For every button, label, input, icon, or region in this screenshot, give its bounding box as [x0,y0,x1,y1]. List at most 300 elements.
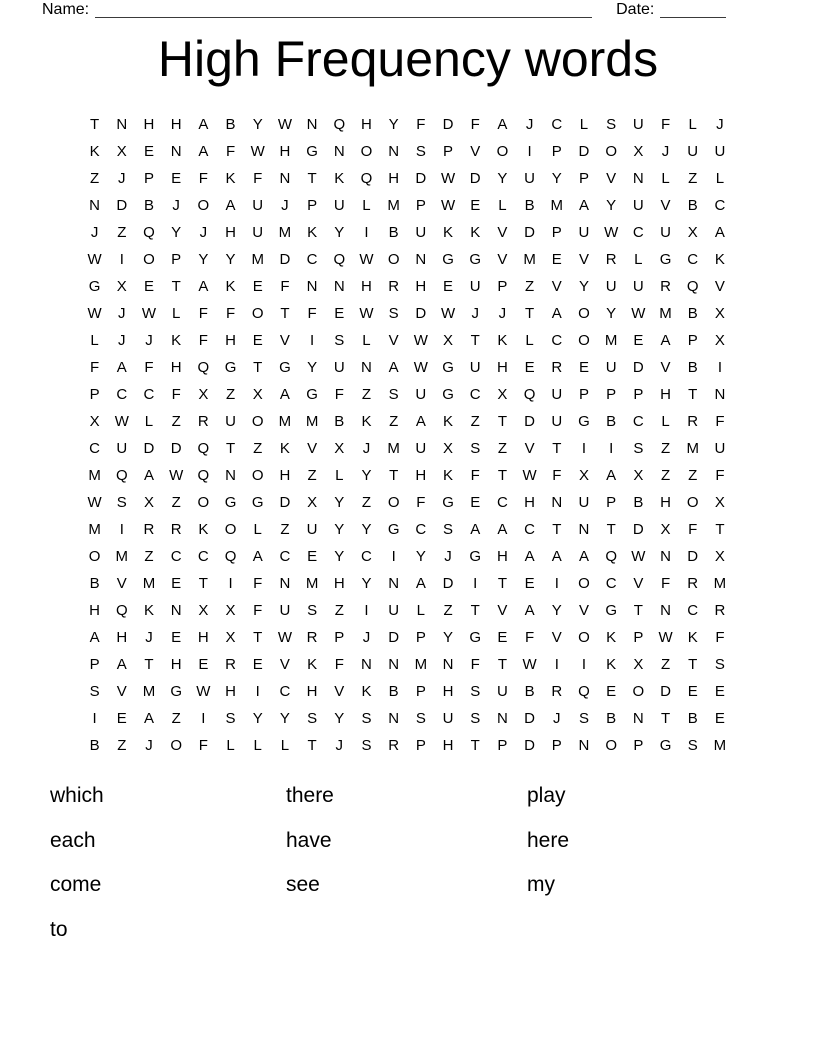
grid-cell-r19-c16: V [497,602,508,619]
grid-cell-r19-c5: X [198,602,209,619]
word-list-item-play: play [527,784,566,807]
grid-cell-r19-c3: K [143,602,154,619]
grid-cell-r8-c10: E [334,305,345,322]
grid-cell-r19-c9: S [307,602,318,619]
grid-cell-r2-c4: N [170,143,182,160]
grid-cell-r13-c9: V [307,440,318,457]
grid-cell-r3-c13: D [415,170,427,187]
grid-cell-r24-c11: S [361,737,372,754]
grid-cell-r1-c1: T [90,116,100,133]
grid-cell-r18-c4: E [171,575,182,592]
grid-cell-r4-c2: D [116,197,128,214]
grid-cell-r6-c17: M [523,251,536,268]
grid-cell-r3-c8: N [279,170,291,187]
grid-cell-r10-c11: N [361,359,372,376]
grid-cell-r10-c22: V [660,359,671,376]
grid-cell-r10-c10: U [333,359,345,376]
grid-cell-r5-c9: K [307,224,318,241]
grid-cell-r21-c16: T [497,656,507,673]
grid-cell-r2-c8: H [279,143,291,160]
grid-cell-r13-c16: Z [497,440,507,457]
grid-cell-r17-c10: Y [334,548,345,565]
grid-cell-r11-c7: X [252,386,263,403]
grid-cell-r24-c15: T [470,737,480,754]
grid-cell-r6-c22: G [659,251,672,268]
grid-cell-r1-c24: J [716,116,724,133]
grid-cell-r23-c16: N [496,710,508,727]
grid-cell-r15-c11: Z [361,494,372,511]
grid-cell-r13-c12: M [387,440,400,457]
grid-cell-r3-c2: J [118,170,126,187]
grid-cell-r17-c6: Q [224,548,237,565]
grid-cell-r4-c22: V [660,197,671,214]
grid-cell-r7-c13: H [415,278,427,295]
grid-cell-r15-c12: O [387,494,400,511]
grid-cell-r9-c1: L [90,332,99,349]
grid-cell-r7-c18: V [551,278,562,295]
grid-cell-r10-c9: Y [307,359,318,376]
grid-cell-r24-c23: S [687,737,698,754]
grid-cell-r11-c9: G [306,386,318,403]
grid-cell-r8-c13: D [415,305,427,322]
grid-cell-r10-c19: E [578,359,589,376]
grid-cell-r22-c20: E [606,683,617,700]
grid-cell-r20-c13: P [415,629,426,646]
grid-cell-r24-c4: O [170,737,182,754]
grid-cell-r18-c19: O [578,575,590,592]
grid-cell-r3-c22: L [661,170,670,187]
grid-cell-r16-c11: Y [361,521,372,538]
grid-cell-r1-c21: U [632,116,644,133]
grid-cell-r9-c6: H [225,332,236,349]
grid-cell-r18-c12: N [388,575,400,592]
grid-cell-r7-c23: Q [686,278,699,295]
grid-cell-r9-c17: L [525,332,534,349]
grid-cell-r5-c19: U [578,224,590,241]
grid-cell-r20-c8: W [277,629,292,646]
grid-cell-r19-c14: Z [443,602,453,619]
grid-cell-r17-c1: O [88,548,101,565]
grid-cell-r13-c14: X [443,440,454,457]
grid-cell-r21-c1: P [89,656,100,673]
grid-cell-r2-c11: O [360,143,373,160]
grid-cell-r17-c12: I [391,548,396,565]
grid-cell-r9-c14: X [443,332,454,349]
grid-cell-r16-c18: T [552,521,562,538]
grid-cell-r2-c21: X [633,143,644,160]
grid-cell-r21-c8: V [279,656,290,673]
grid-cell-r16-c20: T [606,521,616,538]
grid-cell-r15-c4: Z [171,494,181,511]
grid-cell-r21-c22: Z [660,656,671,673]
grid-cell-r12-c21: C [632,413,644,430]
grid-cell-r15-c9: X [307,494,318,511]
grid-cell-r14-c14: K [443,467,454,484]
grid-cell-r8-c21: W [631,305,646,322]
grid-cell-r24-c9: T [307,737,317,754]
grid-cell-r11-c19: P [578,386,589,403]
grid-cell-r12-c10: B [334,413,345,430]
grid-cell-r18-c8: N [279,575,291,592]
grid-cell-r1-c6: B [225,116,236,133]
grid-cell-r19-c18: Y [551,602,562,619]
grid-cell-r15-c14: G [442,494,454,511]
grid-cell-r2-c10: N [333,143,345,160]
grid-cell-r1-c10: Q [333,116,346,133]
grid-cell-r20-c20: K [606,629,617,646]
grid-cell-r3-c4: E [171,170,182,187]
grid-cell-r12-c15: Z [470,413,480,430]
grid-cell-r4-c20: Y [606,197,617,214]
grid-cell-r2-c13: S [415,143,426,160]
grid-cell-r2-c23: U [687,143,699,160]
grid-cell-r11-c5: X [198,386,209,403]
grid-cell-r13-c6: T [225,440,236,457]
grid-cell-r21-c23: T [688,656,698,673]
grid-cell-r1-c11: H [361,116,372,133]
grid-cell-r13-c1: C [89,440,101,457]
grid-cell-r15-c7: G [251,494,264,511]
grid-cell-r23-c24: E [714,710,725,727]
word-list-item-to: to [50,917,68,941]
grid-cell-r2-c9: G [306,143,318,160]
grid-cell-r7-c6: K [225,278,236,295]
grid-cell-r4-c8: J [281,197,289,214]
grid-cell-r4-c13: P [415,197,426,214]
grid-cell-r1-c22: F [660,116,671,133]
grid-cell-r10-c23: B [687,359,698,376]
grid-cell-r20-c4: E [171,629,182,646]
grid-cell-r19-c11: I [364,602,369,619]
grid-cell-r5-c1: J [90,224,99,241]
grid-cell-r23-c7: Y [252,710,263,727]
grid-cell-r2-c20: O [605,143,617,160]
grid-cell-r23-c10: Y [334,710,345,727]
grid-cell-r16-c15: A [470,521,481,538]
grid-cell-r1-c4: H [170,116,182,133]
grid-cell-r4-c18: M [550,197,564,214]
grid-cell-r8-c3: W [141,305,157,322]
grid-cell-r19-c7: F [253,602,263,619]
grid-cell-r14-c9: Z [307,467,317,484]
grid-cell-r10-c8: G [279,359,291,376]
grid-cell-r4-c12: M [387,197,400,214]
grid-cell-r19-c4: N [170,602,182,619]
grid-cell-r10-c13: W [413,359,428,376]
grid-cell-r15-c21: B [633,494,644,511]
grid-cell-r14-c4: W [169,467,184,484]
grid-cell-r17-c19: A [578,548,589,565]
grid-cell-r11-c10: F [334,386,344,403]
grid-cell-r5-c4: Y [171,224,182,241]
grid-cell-r10-c7: T [253,359,263,376]
grid-cell-r6-c24: K [714,251,725,268]
grid-cell-r14-c18: F [552,467,562,484]
grid-cell-r12-c8: M [278,413,292,430]
grid-cell-r4-c16: L [498,197,507,214]
grid-cell-r3-c21: N [632,170,644,187]
grid-cell-r8-c14: W [440,305,456,322]
grid-cell-r12-c5: R [197,413,209,430]
grid-cell-r7-c11: H [361,278,372,295]
grid-cell-r1-c19: L [579,116,589,133]
grid-cell-r2-c6: F [225,143,236,160]
grid-cell-r15-c24: X [714,494,725,511]
grid-cell-r6-c8: D [279,251,291,268]
grid-cell-r4-c9: P [307,197,318,214]
grid-cell-r6-c2: I [119,251,124,268]
grid-cell-r16-c23: F [688,521,698,538]
grid-cell-r8-c6: F [225,305,236,322]
grid-cell-r21-c14: N [442,656,454,673]
grid-cell-r7-c12: R [388,278,400,295]
grid-cell-r21-c7: E [252,656,263,673]
grid-cell-r13-c11: J [362,440,371,457]
grid-cell-r9-c18: C [551,332,563,349]
grid-cell-r22-c19: Q [578,683,590,700]
grid-cell-r7-c5: A [198,278,209,295]
grid-cell-r11-c14: G [442,386,454,403]
grid-cell-r21-c19: I [581,656,587,673]
grid-cell-r20-c10: P [334,629,345,646]
grid-cell-r14-c5: Q [197,467,210,484]
grid-cell-r11-c16: X [497,386,508,403]
grid-cell-r17-c5: C [197,548,209,565]
grid-cell-r21-c18: I [554,656,559,673]
grid-cell-r13-c13: U [415,440,427,457]
header [42,2,726,18]
grid-cell-r4-c17: B [524,197,535,214]
grid-cell-r1-c7: Y [252,116,263,133]
grid-cell-r24-c22: G [659,737,672,754]
grid-cell-r2-c18: P [551,143,562,160]
grid-cell-r12-c23: R [687,413,699,430]
grid-cell-r16-c10: Y [334,521,345,538]
grid-cell-r8-c24: X [714,305,725,322]
grid-cell-r14-c23: Z [688,467,698,484]
grid-cell-r4-c4: J [172,197,180,214]
grid-cell-r17-c20: Q [605,548,617,565]
grid-cell-r14-c22: Z [660,467,671,484]
grid-cell-r2-c17: I [527,143,532,160]
grid-cell-r24-c21: P [633,737,644,754]
grid-cell-r10-c17: E [524,359,535,376]
grid-cell-r14-c1: M [88,467,101,484]
grid-cell-r2-c19: D [578,143,590,160]
grid-cell-r7-c2: X [116,278,127,295]
grid-cell-r16-c2: I [119,521,124,538]
grid-cell-r9-c24: X [714,332,725,349]
grid-cell-r4-c23: B [687,197,698,214]
grid-cell-r6-c5: Y [198,251,209,268]
grid-cell-r5-c16: V [497,224,508,241]
grid-cell-r6-c4: P [171,251,182,268]
grid-cell-r20-c11: J [362,629,371,646]
grid-cell-r12-c1: X [89,413,100,430]
grid-cell-r23-c17: D [524,710,536,727]
grid-cell-r8-c4: L [171,305,181,322]
grid-cell-r17-c8: C [279,548,291,565]
grid-cell-r16-c14: S [443,521,454,538]
grid-cell-r9-c22: A [660,332,671,349]
grid-cell-r23-c2: E [116,710,127,727]
grid-cell-r24-c24: M [713,737,727,754]
word-list-column-2 [286,784,334,918]
grid-cell-r22-c2: V [116,683,127,700]
grid-cell-r12-c6: U [225,413,236,430]
grid-cell-r24-c17: D [524,737,536,754]
grid-cell-r2-c7: W [250,143,265,160]
grid-cell-r11-c3: C [143,386,155,403]
grid-cell-r10-c1: F [90,359,100,376]
grid-cell-r24-c6: L [226,737,235,754]
grid-cell-r5-c20: W [604,224,619,241]
grid-cell-r19-c2: Q [115,602,128,619]
grid-cell-r8-c8: T [280,305,290,322]
grid-cell-r9-c19: O [578,332,590,349]
grid-cell-r24-c13: P [415,737,426,754]
grid-cell-r1-c2: N [116,116,128,133]
grid-cell-r13-c22: Z [660,440,671,457]
grid-cell-r3-c16: Y [497,170,508,187]
grid-cell-r3-c15: D [469,170,481,187]
grid-cell-r23-c8: Y [279,710,290,727]
grid-cell-r15-c19: U [578,494,590,511]
grid-cell-r18-c20: C [605,575,617,592]
grid-cell-r12-c7: O [251,413,264,430]
grid-cell-r1-c18: C [551,116,563,133]
grid-cell-r11-c15: C [469,386,481,403]
grid-cell-r14-c17: W [522,467,537,484]
grid-cell-r23-c3: A [143,710,154,727]
grid-cell-r9-c2: J [118,332,126,349]
grid-cell-r8-c17: T [525,305,535,322]
grid-cell-r6-c14: G [442,251,454,268]
grid-cell-r13-c19: I [581,440,587,457]
grid-cell-r22-c22: D [660,683,671,700]
grid-cell-r16-c7: L [253,521,262,538]
grid-cell-r22-c11: K [361,683,372,700]
grid-cell-r14-c16: T [497,467,507,484]
grid-cell-r12-c13: A [415,413,426,430]
grid-cell-r12-c11: K [361,413,372,430]
grid-cell-r5-c23: X [687,224,698,241]
grid-cell-r17-c15: G [469,548,482,565]
grid-cell-r17-c14: J [444,548,452,565]
grid-cell-r6-c15: G [469,251,482,268]
grid-cell-r7-c19: Y [578,278,589,295]
grid-cell-r19-c22: N [660,602,671,619]
grid-cell-r7-c10: N [333,278,345,295]
grid-cell-r10-c3: F [144,359,154,376]
grid-cell-r5-c22: U [660,224,671,241]
grid-cell-r14-c21: X [633,467,644,484]
grid-cell-r5-c10: Y [334,224,345,241]
grid-cell-r7-c17: Z [525,278,535,295]
grid-cell-r1-c13: F [416,116,426,133]
grid-cell-r23-c5: I [201,710,206,727]
grid-cell-r14-c3: A [143,467,154,484]
grid-cell-r4-c5: O [197,197,210,214]
grid-cell-r15-c22: H [660,494,671,511]
grid-cell-r13-c24: U [714,440,726,457]
grid-cell-r15-c13: F [416,494,426,511]
grid-cell-r4-c3: B [143,197,154,214]
grid-cell-r17-c7: A [252,548,263,565]
grid-cell-r3-c18: Y [551,170,562,187]
grid-cell-r10-c24: I [717,359,722,376]
grid-cell-r18-c2: V [116,575,127,592]
grid-cell-r18-c17: E [524,575,535,592]
grid-cell-r18-c5: T [198,575,208,592]
grid-cell-r9-c3: J [145,332,153,349]
grid-cell-r23-c6: S [225,710,236,727]
grid-cell-r3-c5: F [198,170,208,187]
grid-cell-r22-c7: I [255,683,260,700]
grid-cell-r24-c7: L [253,737,262,754]
grid-cell-r11-c12: S [388,386,399,403]
grid-cell-r13-c2: U [116,440,128,457]
grid-cell-r2-c3: E [143,143,154,160]
grid-cell-r4-c15: E [470,197,481,214]
grid-cell-r15-c1: W [87,494,102,511]
grid-cell-r17-c17: A [524,548,535,565]
grid-cell-r21-c4: H [170,656,182,673]
grid-cell-r18-c18: I [554,575,559,592]
grid-cell-r1-c15: F [470,116,480,133]
grid-cell-r24-c14: H [442,737,454,754]
grid-cell-r5-c6: H [225,224,236,241]
grid-cell-r16-c13: C [415,521,427,538]
grid-cell-r12-c3: L [144,413,154,430]
grid-cell-r20-c21: P [633,629,644,646]
grid-cell-r13-c15: S [470,440,481,457]
word-list-item-here: here [527,828,570,852]
grid-cell-r20-c14: Y [443,629,454,646]
grid-cell-r14-c8: H [279,467,291,484]
grid-cell-r24-c16: P [497,737,508,754]
grid-cell-r20-c17: F [525,629,535,646]
grid-cell-r24-c19: N [578,737,590,754]
grid-cell-r17-c16: H [496,548,508,565]
grid-cell-r7-c3: E [143,278,154,295]
grid-cell-r5-c11: I [364,224,369,241]
grid-cell-r13-c23: M [686,440,699,457]
grid-cell-r16-c9: U [306,521,318,538]
grid-cell-r16-c3: R [143,521,155,538]
grid-cell-r8-c1: W [87,305,102,322]
grid-cell-r11-c13: U [415,386,427,403]
grid-cell-r15-c15: E [470,494,481,511]
grid-cell-r14-c11: Y [361,467,372,484]
grid-cell-r1-c16: A [497,116,508,133]
grid-cell-r22-c1: S [89,683,100,700]
grid-cell-r15-c5: O [197,494,210,511]
grid-cell-r2-c14: P [443,143,454,160]
grid-cell-r9-c16: K [497,332,508,349]
word-list-item-have: have [286,828,332,852]
grid-cell-r20-c23: K [687,629,698,646]
grid-cell-r19-c8: U [279,602,291,619]
grid-cell-r6-c7: M [251,251,264,268]
grid-cell-r23-c1: I [92,710,97,727]
grid-cell-r24-c10: J [335,737,344,754]
grid-cell-r2-c22: J [661,143,670,160]
grid-cell-r19-c24: R [714,602,726,619]
grid-cell-r18-c23: R [687,575,699,592]
grid-cell-r7-c21: U [632,278,644,295]
grid-cell-r22-c16: U [496,683,508,700]
